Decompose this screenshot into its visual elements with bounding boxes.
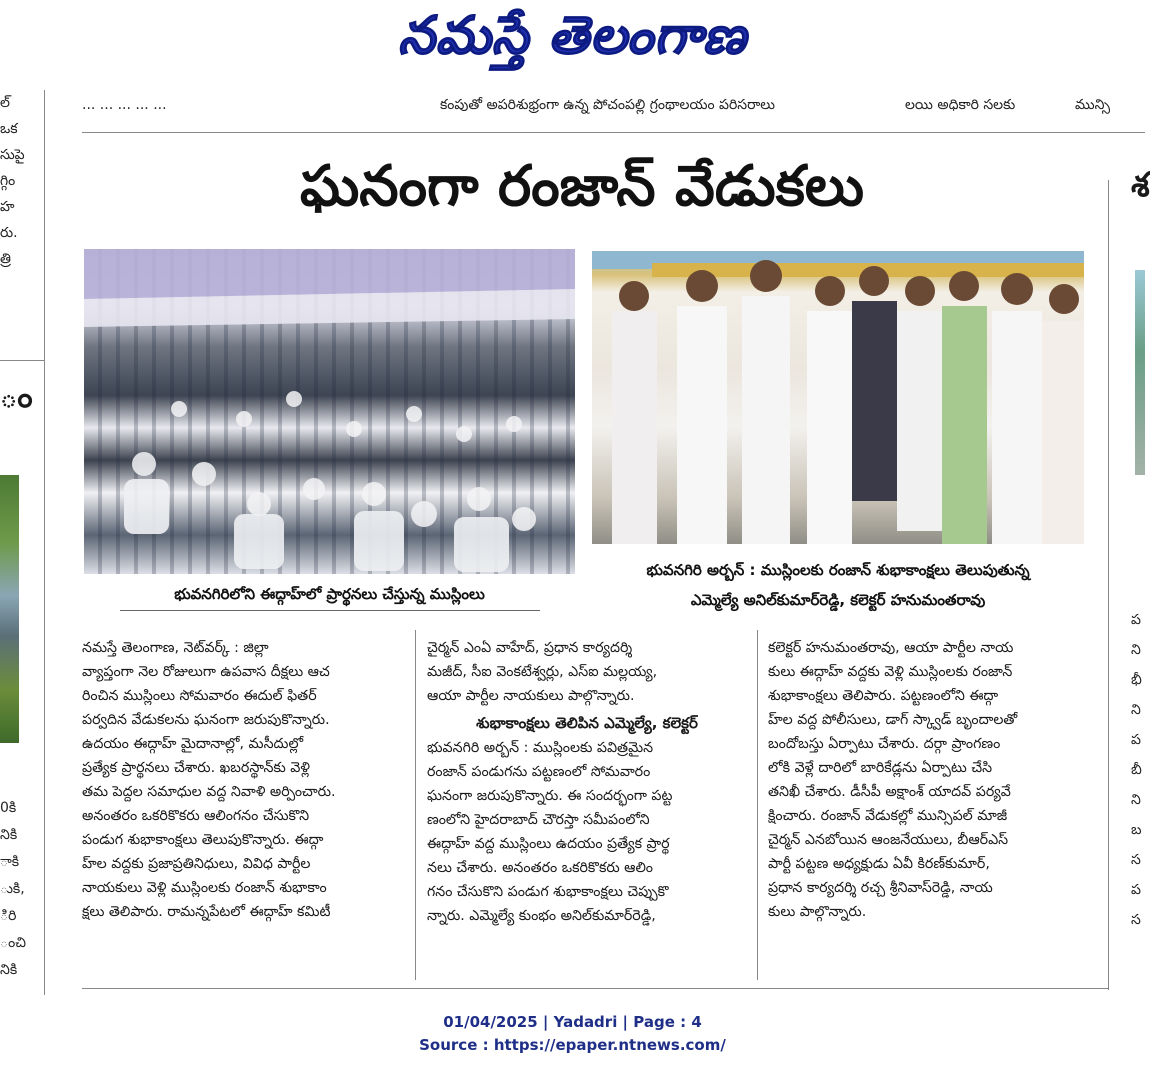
col-divider-2 xyxy=(757,630,758,980)
photo-right-caption-line1: భువనగిరి అర్బన్ : ముస్లింలకు రంజాన్ శుభాకాంక్షలు తెలుపుతున్న xyxy=(646,561,1030,579)
ticker-right-1: లయి అధికారి సలకు xyxy=(905,97,1016,113)
left-margin-text-bottom: 0కి నికి ాకి ుకి, ిరి ంచి నికి xyxy=(0,800,26,978)
body-line: రంజాన్ పండుగను పట్టణంలో సోమవారం xyxy=(427,764,651,780)
left-column-rule xyxy=(44,90,45,995)
body-line: నమస్తే తెలంగాణ, నెట్‌వర్క్ : జిల్లా xyxy=(82,640,269,656)
body-line: క్షలు తెలిపారు. రామన్నపేటలో ఈద్గాహ్ కమిటీ xyxy=(82,904,331,920)
body-line: న్నారు. ఎమ్మెల్యే కుంభం అనిల్‌కుమార్‌రెడ్డి, xyxy=(427,908,656,924)
body-line: మజీద్, సీఐ వెంకటేశ్వర్లు, ఎస్‌ఐ మల్లయ్య, xyxy=(427,664,658,680)
body-line: పండుగ శుభాకాంక్షలు తెలుపుకొన్నారు. ఈద్గా xyxy=(82,832,324,848)
article-column-1 xyxy=(82,636,412,924)
body-line: చైర్మన్ ఎనబోయిన ఆంజనేయులు, బీఆర్‌ఎస్ xyxy=(768,832,1009,848)
right-margin-photo xyxy=(1135,270,1145,475)
body-line: రించిన ముస్లింలు సోమవారం ఈదుల్ ఫితర్ xyxy=(82,688,317,704)
body-line: హ్‌ల వద్ద పోలీసులు, డాగ్ స్క్వాడ్ బృందాలతో xyxy=(768,712,1018,728)
body-line: అనంతరం ఒకరికొకరు ఆలింగనం చేసుకొని xyxy=(82,808,310,824)
col-divider-1 xyxy=(415,630,416,980)
body-line: వ్యాప్తంగా నెల రోజులుగా ఉపవాస దీక్షలు ఆచ xyxy=(82,664,330,680)
body-line: కులు పాల్గొన్నారు. xyxy=(768,904,867,920)
body-line: ఈద్గాహ్ వద్ద ముస్లింలు ఉదయం ప్రత్యేక ప్రార్థ xyxy=(427,836,670,852)
ticker-left: ... ... ... ... ... xyxy=(82,97,167,113)
body-line: శుభాకాంక్షలు తెలిపారు. పట్టణంలోని ఈద్గా xyxy=(768,688,999,704)
masthead xyxy=(0,0,1145,84)
body-line: ఉదయం ఈద్గాహ్ మైదానాల్లో, మసీదుల్లో xyxy=(82,736,304,752)
body-line: బందోబస్తు ఏర్పాటు చేశారు. దర్గా ప్రాంగణం xyxy=(768,736,1001,752)
photo-mla-collector-greetings xyxy=(592,251,1084,544)
body-line: పార్టీ పట్టణ అధ్యక్షుడు ఏవీ కిరణ్‌కుమార్, xyxy=(768,856,990,872)
body-line: తమ పెద్దల సమాధుల వద్ద నివాళి అర్పించారు. xyxy=(82,784,336,800)
body-line: కులు ఈద్గాహ్ వద్దకు వెళ్లి ముస్లింలకు రంజాన్ xyxy=(768,664,1013,680)
left-margin-rule xyxy=(0,360,44,361)
source-link[interactable]: Source : https://epaper.ntnews.com/ xyxy=(419,1036,726,1054)
left-margin-photo xyxy=(0,475,19,743)
article-subheading: శుభాకాంక్షలు తెలిపిన ఎమ్మెల్యే, కలెక్టర్ xyxy=(476,714,698,732)
photo-eidgah-prayers xyxy=(84,249,575,574)
ticker-center: కంపుతో అపరిశుభ్రంగా ఉన్న పోచంపల్లి గ్రంథాలయం పరిసరాలు xyxy=(440,97,775,113)
body-line: ప్రత్యేక ప్రార్థనలు చేశారు. ఖబరస్థాన్‌కు వెళ్లి xyxy=(82,760,310,776)
right-column-rule xyxy=(1108,180,1109,990)
body-line: చైర్మన్ ఎంఏ వాహేద్, ప్రధాన కార్యదర్శి xyxy=(427,640,633,656)
body-line: క్షించారు. రంజాన్ వేడుకల్లో మున్సిపల్ మాజీ xyxy=(768,808,1008,824)
right-margin-text: ప ని భీ ని ప బీ ని బ స ప స xyxy=(1131,612,1142,928)
article-column-3 xyxy=(768,636,1088,924)
newspaper-logo: నమస్తే తెలంగాణ xyxy=(398,5,747,66)
body-line: హ్‌ల వద్దకు ప్రజాప్రతినిధులు, వివిధ పార్టీల xyxy=(82,856,311,872)
left-margin-text-top: ల్ ఒక సుపై గ్గిం హ రు. త్రి xyxy=(0,95,25,267)
caption-underline xyxy=(120,610,540,611)
ticker-right-2: మున్సి xyxy=(1075,97,1111,113)
photo-left-caption: భువనగిరిలోని ఈద్గాహ్‌లో ప్రార్థనలు చేస్తున్న ముస్లింలు xyxy=(174,585,485,603)
top-rule xyxy=(82,132,1145,133)
page-footer xyxy=(0,1011,1145,1057)
body-line: కలెక్టర్ హనుమంతరావు, ఆయా పార్టీల నాయ xyxy=(768,640,1014,656)
photo-right-caption-line2: ఎమ్మెల్యే అనిల్‌కుమార్‌రెడ్డి, కలెక్టర్ హనుమంతరావు xyxy=(690,591,986,609)
body-line: ఘనంగా జరుపుకొన్నారు. ఈ సందర్భంగా పట్ట xyxy=(427,788,673,804)
body-line: గనం చేసుకొని పండుగ శుభాకాంక్షలు చెప్పుకొ xyxy=(427,884,669,900)
edition-info: 01/04/2025 | Yadadri | Page : 4 xyxy=(443,1013,702,1031)
body-line: తనిఖీ చేశారు. డీసీపీ అక్షాంశ్ యాదవ్ పర్యవే xyxy=(768,784,1011,800)
bottom-rule xyxy=(82,988,1108,989)
body-line: ఆయా పార్టీల నాయకులు పాల్గొన్నారు. xyxy=(427,688,635,704)
crowd-illustration xyxy=(84,249,575,574)
left-margin-headline: ం xyxy=(0,380,33,415)
body-line: పర్వదిన వేడుకలను ఘనంగా జరుపుకొన్నారు. xyxy=(82,712,330,728)
article-column-2 xyxy=(427,636,747,928)
body-line: నలు చేశారు. అనంతరం ఒకరికొకరు ఆలిం xyxy=(427,860,653,876)
body-line: లోకి వెళ్లే దారిలో బారికేడ్లను ఏర్పాటు చేసి xyxy=(768,760,993,776)
body-line: ణంలోని హైదరాబాద్ చౌరస్తా సమీపంలోని xyxy=(427,812,650,828)
article-headline: ఘనంగా రంజాన్ వేడుకలు xyxy=(300,154,864,219)
right-margin-headline: శ xyxy=(1131,165,1150,205)
photo-right-caption xyxy=(592,555,1084,615)
body-line: ప్రధాన కార్యదర్శి రచ్చ శ్రీనివాస్‌రెడ్డి, నాయ xyxy=(768,880,993,896)
dignitaries-illustration xyxy=(592,251,1084,544)
body-line: నాయకులు వెళ్లి ముస్లింలకు రంజాన్ శుభాకాం xyxy=(82,880,327,896)
body-line: భువనగిరి అర్బన్ : ముస్లింలకు పవిత్రమైన xyxy=(427,740,654,756)
